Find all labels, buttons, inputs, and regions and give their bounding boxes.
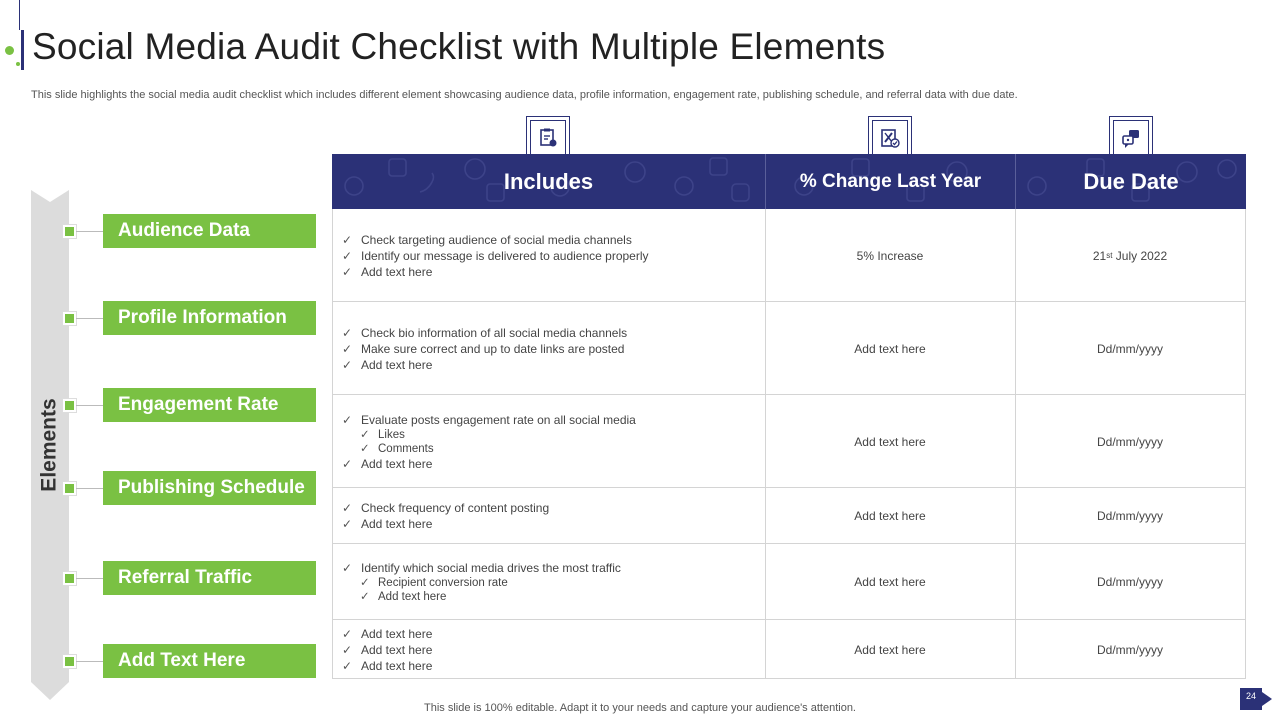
- check-icon: ✓: [342, 626, 353, 641]
- header-includes: Includes: [503, 168, 594, 194]
- check-icon: ✓: [360, 428, 370, 441]
- checklist-item: ✓ Identify which social media drives the most traffic: [342, 561, 621, 575]
- checklist-item: ✓ Add text here: [342, 517, 433, 531]
- element-label: Profile Information: [103, 301, 316, 335]
- includes-cell: [342, 488, 549, 544]
- accent-dot-small: [16, 62, 20, 66]
- check-icon: ✓: [342, 658, 353, 673]
- check-icon: ✓: [342, 412, 353, 427]
- check-icon: ✓: [342, 232, 353, 247]
- table-row: [332, 544, 1246, 620]
- footer-note: This slide is 100% editable. Adapt it to your needs and capture your audience's attention.: [424, 702, 856, 714]
- includes-cell: [342, 395, 636, 488]
- due-date-cell: Dd/mm/yyyy: [1097, 642, 1163, 657]
- check-icon: ✓: [342, 341, 353, 356]
- due-date-cell: 21 st July 2022: [1092, 248, 1168, 263]
- element-label: Publishing Schedule: [103, 471, 316, 505]
- checklist-item: ✓ Make sure correct and up to date links are posted: [342, 341, 625, 356]
- checklist-subitem: ✓ Comments: [360, 442, 434, 455]
- checklist-item: ✓ Add text here: [342, 626, 433, 641]
- accent-dot: [5, 46, 14, 55]
- element-node: [63, 399, 76, 412]
- includes-cell: [342, 209, 649, 302]
- element-node: [63, 655, 76, 668]
- checklist-subitem: ✓ Recipient conversion rate: [360, 577, 508, 589]
- table-header: [332, 154, 1246, 209]
- check-icon: ✓: [360, 577, 370, 589]
- due-date-cell: Dd/mm/yyyy: [1097, 575, 1163, 589]
- change-cell: Add text here: [854, 642, 926, 657]
- change-cell: Add text here: [854, 434, 926, 449]
- header-change: % Change Last Year: [799, 170, 982, 192]
- elements-label: Elements: [38, 398, 61, 492]
- page-number: 24: [1240, 688, 1262, 710]
- element-connector: [76, 318, 103, 319]
- element-label: Audience Data: [103, 214, 316, 248]
- check-icon: ✓: [342, 456, 353, 471]
- element-node: [63, 312, 76, 325]
- element-label: Referral Traffic: [103, 561, 316, 595]
- checklist-item: ✓ Add text here: [342, 456, 433, 471]
- change-cell: 5% Increase: [856, 248, 924, 263]
- check-icon: ✓: [342, 357, 353, 372]
- check-icon: ✓: [342, 264, 353, 279]
- checklist-item: ✓ Add text here: [342, 642, 433, 657]
- check-icon: ✓: [342, 561, 353, 575]
- due-date-cell: Dd/mm/yyyy: [1097, 341, 1163, 356]
- includes-cell: [342, 544, 621, 620]
- element-label: Add Text Here: [103, 644, 316, 678]
- element-node: [63, 482, 76, 495]
- table-row: [332, 620, 1246, 679]
- table-row: [332, 302, 1246, 395]
- checklist-item: ✓ Add text here: [342, 264, 433, 279]
- header-due-date: Due Date: [1083, 168, 1179, 194]
- includes-cell: [342, 302, 627, 395]
- table-row: [332, 488, 1246, 544]
- checklist-item: ✓ Identify our message is delivered to audience properly: [342, 248, 649, 263]
- page-title: Social Media Audit Checklist with Multiple Elements: [32, 26, 886, 67]
- checklist-item: ✓ Check frequency of content posting: [342, 501, 550, 515]
- title-accent-line: [19, 0, 20, 30]
- due-date-cell: Dd/mm/yyyy: [1097, 509, 1163, 523]
- due-date-cell: Dd/mm/yyyy: [1097, 434, 1163, 449]
- title-accent-bar: [21, 30, 24, 70]
- element-connector: [76, 231, 103, 232]
- change-cell: Add text here: [854, 341, 926, 356]
- check-icon: ✓: [360, 591, 370, 603]
- change-cell: Add text here: [854, 575, 926, 589]
- includes-cell: [342, 620, 432, 679]
- table-row: [332, 209, 1246, 302]
- element-node: [63, 572, 76, 585]
- checklist-item: ✓ Check targeting audience of social media channels: [342, 232, 632, 247]
- check-icon: ✓: [342, 248, 353, 263]
- checklist-item: ✓ Add text here: [342, 658, 433, 673]
- check-icon: ✓: [342, 517, 353, 531]
- check-icon: ✓: [342, 501, 353, 515]
- checklist-subitem: ✓ Likes: [360, 428, 405, 441]
- element-node: [63, 225, 76, 238]
- element-connector: [76, 405, 103, 406]
- table-row: [332, 395, 1246, 488]
- page-subtitle: This slide highlights the social media audit checklist which includes different element showcasing audience data, profile information, engagement rate, publishing schedule, and referral data with due date.: [31, 89, 1018, 101]
- checklist-item: ✓ Check bio information of all social media channels: [342, 325, 628, 340]
- element-connector: [76, 578, 103, 579]
- element-label: Engagement Rate: [103, 388, 316, 422]
- element-connector: [76, 488, 103, 489]
- check-icon: ✓: [342, 642, 353, 657]
- change-cell: Add text here: [854, 509, 926, 523]
- checklist-item: ✓ Add text here: [342, 357, 433, 372]
- element-connector: [76, 661, 103, 662]
- checklist-subitem: ✓ Add text here: [360, 591, 447, 603]
- check-icon: ✓: [342, 325, 353, 340]
- checklist-item: ✓ Evaluate posts engagement rate on all social media: [342, 412, 636, 427]
- check-icon: ✓: [360, 442, 370, 455]
- page-number-arrow: [1262, 692, 1272, 706]
